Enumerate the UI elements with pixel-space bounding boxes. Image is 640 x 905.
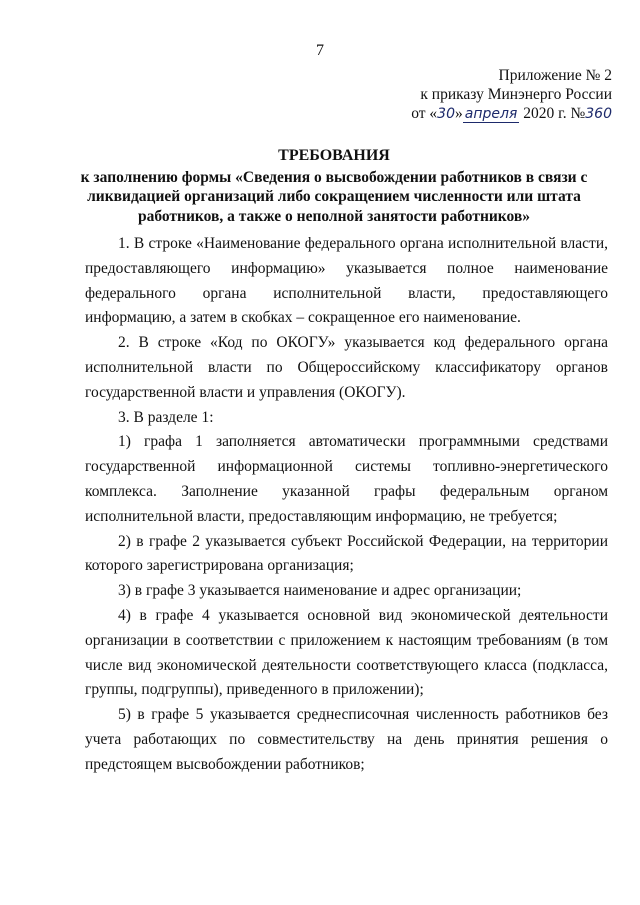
page-number: 7 bbox=[316, 42, 324, 59]
document-title: ТРЕБОВАНИЯ bbox=[278, 147, 390, 164]
paragraph-1: 1. В строке «Наименование федерального органа исполнительной власти, предоставляющего информацию» указывается полное наименование федерального органа исполнительной власти, предоставляющего информацию, а затем в скобках – сокращенное его наименование. bbox=[85, 235, 608, 327]
handwritten-order-number: 360 bbox=[585, 106, 612, 122]
subtitle-line: к заполнению формы «Сведения о высвобождении работников в связи с bbox=[80, 168, 588, 186]
subtitle-line: ликвидацией организаций либо сокращением численности или штата bbox=[87, 188, 581, 205]
appendix-line-3 bbox=[411, 104, 612, 124]
document-body bbox=[85, 232, 608, 778]
paragraph-2: 2. В строке «Код по ОКОГУ» указывается код федерального органа исполнительной власти по Общероссийскому классификатору органов государственной власти и управления (ОКОГУ). bbox=[85, 334, 608, 401]
paragraph-3-item-4: 4) в графе 4 указывается основной вид экономической деятельности организации в соответствии с приложением к настоящим требованиям (в том числе вид экономической деятельности соответствующего класса (подкласса, группы, подгруппы), приведенного в приложении); bbox=[85, 606, 608, 699]
paragraph-3: 3. В разделе 1: bbox=[118, 408, 214, 426]
paragraph-3-item-2: 2) в графе 2 указывается субъект Российской Федерации, на территории которого зарегистрирована организация; bbox=[85, 532, 608, 575]
handwritten-month: апреля bbox=[464, 106, 518, 122]
paragraph-3-item-1: 1) графа 1 заполняется автоматически программными средствами государственной информационной системы топливно-энергетического комплекса. Заполнение указанной графы федеральным органом исполнительной власти, предоставляющим информацию, не требуется; bbox=[85, 433, 608, 525]
handwritten-day: 30 bbox=[437, 106, 455, 122]
appendix-year: 2020 г. № bbox=[519, 105, 586, 122]
paragraph-3-item-5: 5) в графе 5 указывается среднесписочная численность работников без учета работающих по совместительству на день принятия решения о предстоящем высвобождении работников; bbox=[85, 706, 608, 773]
paragraph-3-item-3: 3) в графе 3 указывается наименование и адрес организации; bbox=[118, 582, 522, 600]
appendix-date-mid: » bbox=[455, 105, 463, 122]
appendix-line-2: к приказу Минэнерго России bbox=[420, 86, 612, 103]
subtitle-line: работников, а также о неполной занятости работников» bbox=[137, 207, 531, 225]
appendix-line-1: Приложение № 2 bbox=[498, 67, 612, 84]
appendix-date-prefix: от « bbox=[411, 105, 438, 122]
document-title-block bbox=[60, 146, 608, 226]
appendix-header bbox=[411, 66, 612, 124]
